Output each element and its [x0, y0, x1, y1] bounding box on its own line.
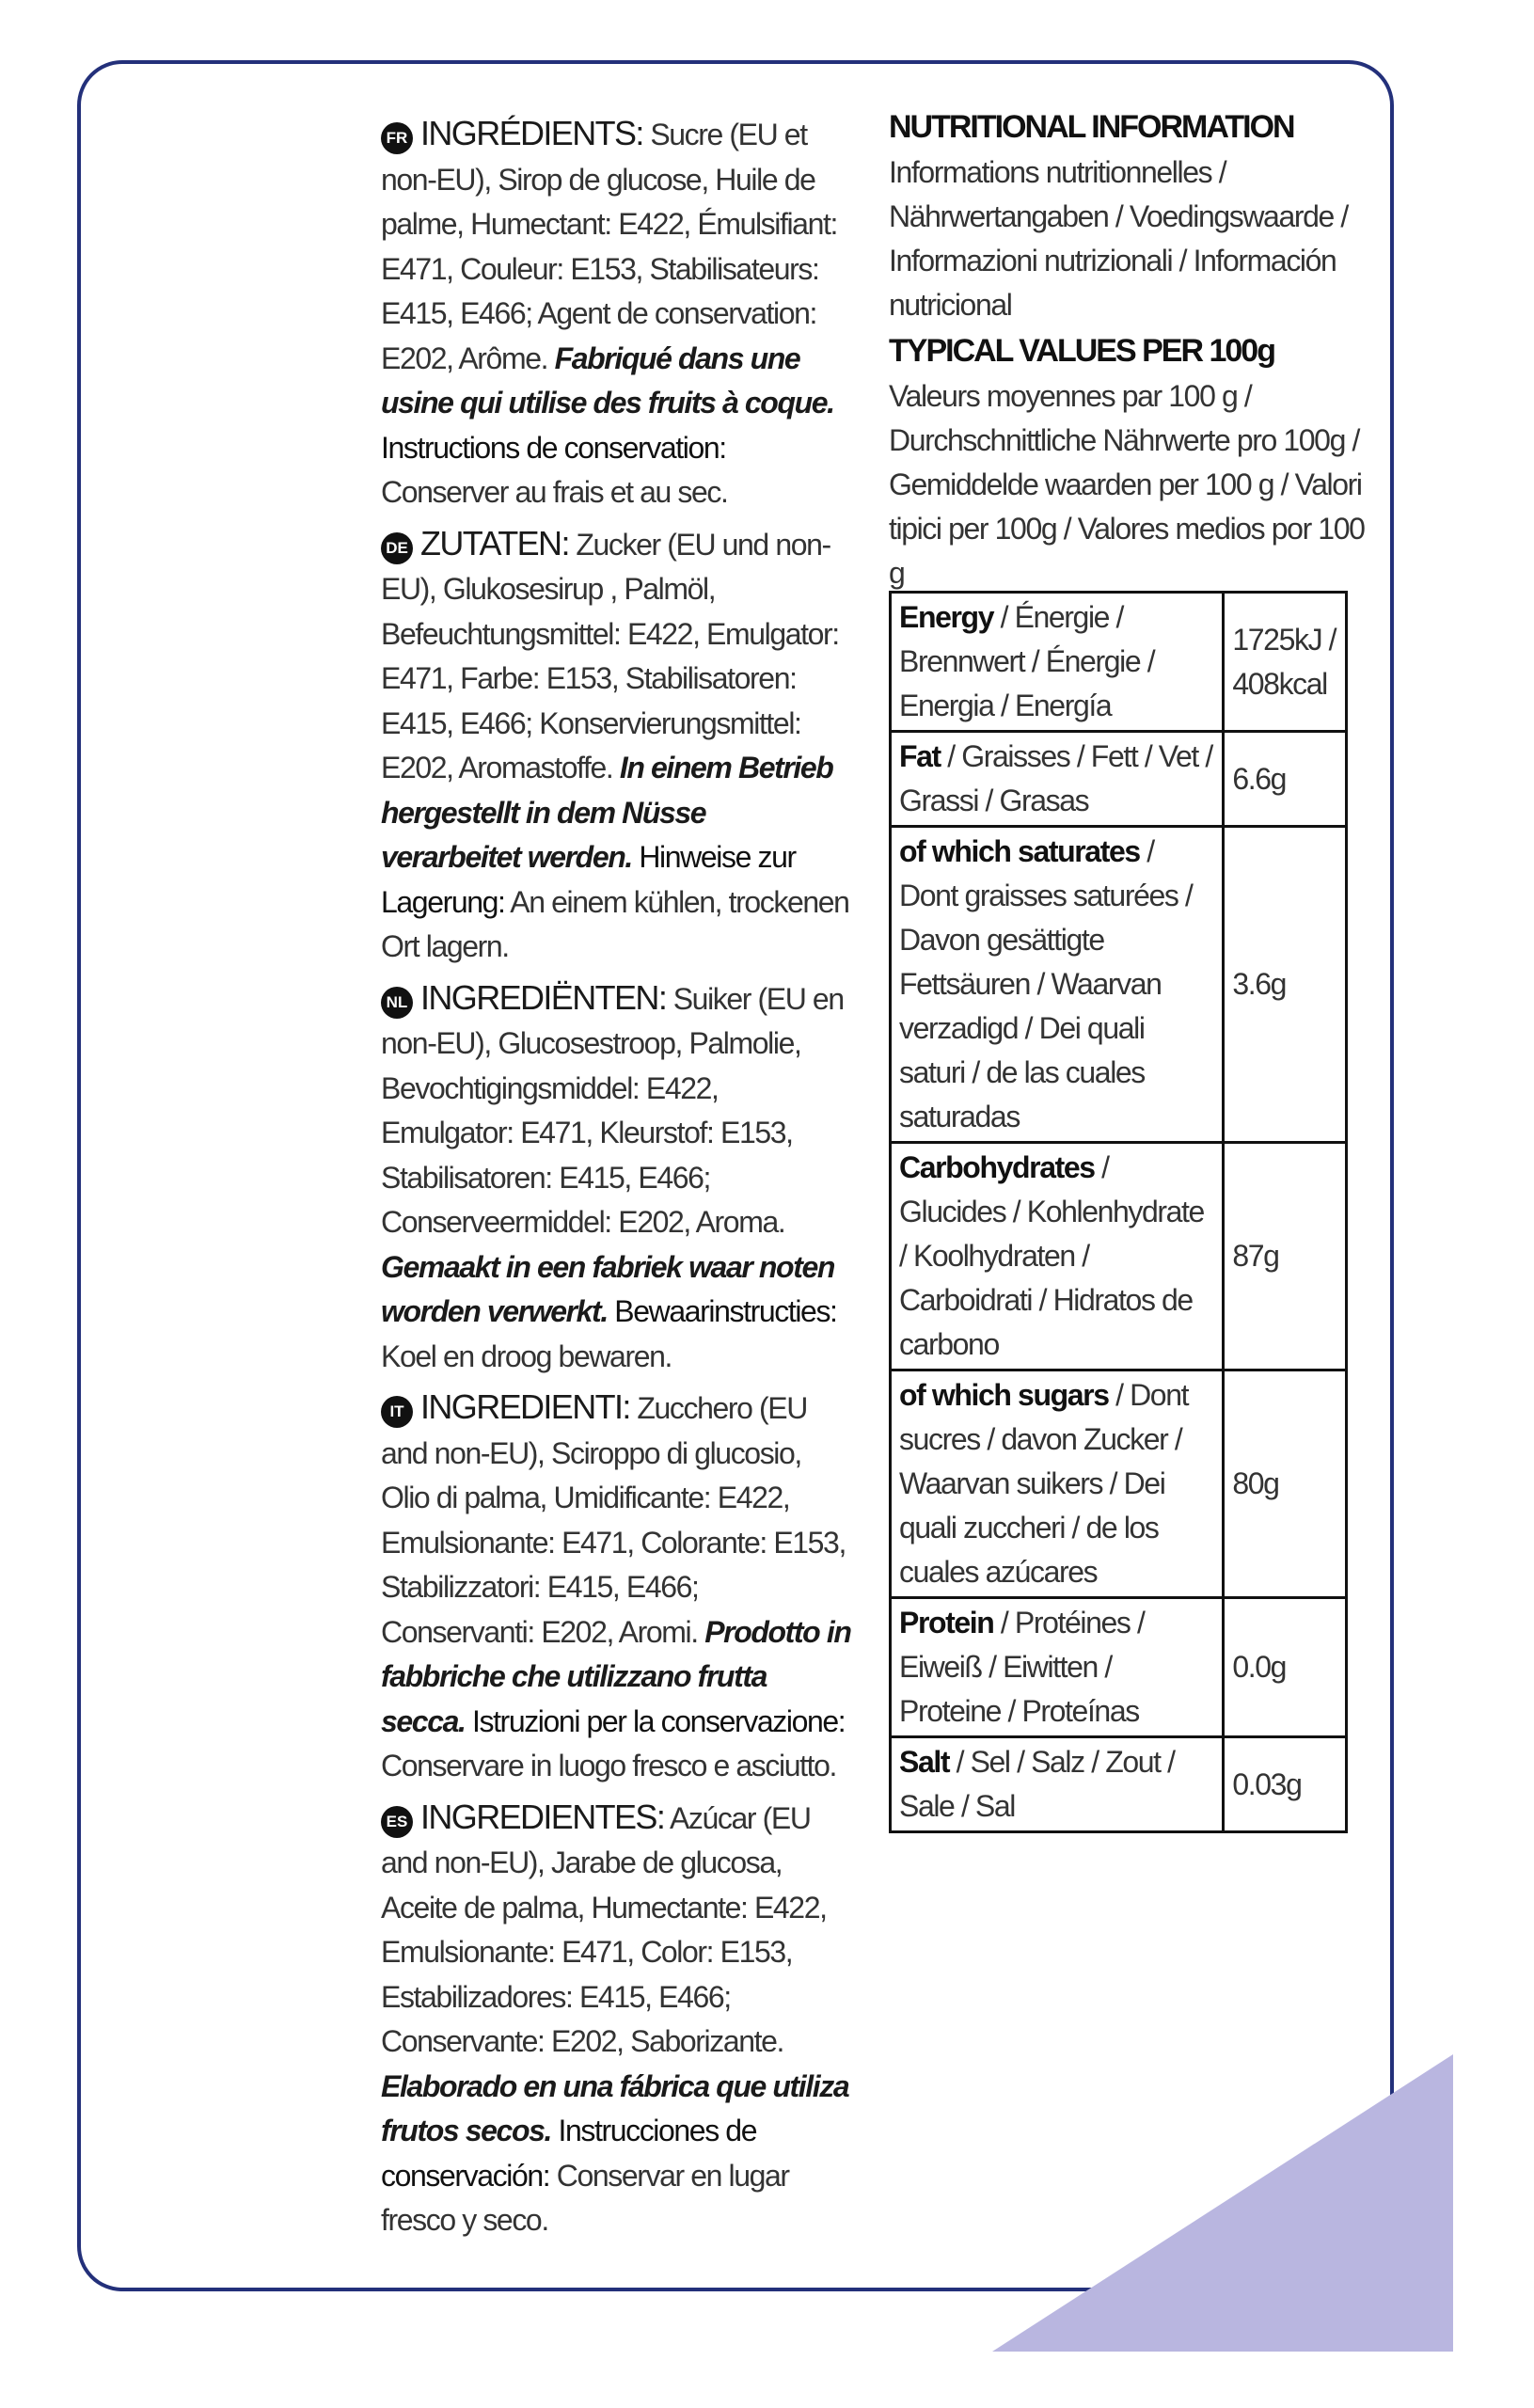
nutrient-translations: / Glucides / Kohlenhydrate / Koolhydraten / Carboidrati / Hidratos de carbono: [899, 1150, 1204, 1361]
storage-label: Instrucciones de conservación:: [381, 2114, 757, 2193]
typical-values-translations: Valeurs moyennes par 100 g / Durchschnittliche Nährwerte pro 100g / Gemiddelde waarden per 100 g / Valori tipici per 100g / Valores medios por 100 g: [889, 379, 1365, 590]
storage-text: Koel en droog bewaren.: [381, 1339, 672, 1373]
ingredients-text: Zucker (EU und non-EU), Glukosesirup , Palmöl, Befeuchtungsmittel: E422, Emulgator: E471, Farbe: E153, Stabilisatoren: E415, E466; Konservierungsmittel: E202, Aromastoffe.: [381, 527, 839, 784]
storage-label: Bewaarinstructies:: [607, 1294, 837, 1328]
language-badge-nl: NL: [381, 987, 413, 1019]
nutrient-name: Fat: [899, 739, 941, 773]
nutrient-name: of which saturates: [899, 834, 1140, 868]
table-row: [891, 1143, 1347, 1370]
ingredients-heading: INGREDIENTES:: [420, 1797, 665, 1836]
table-row: [891, 1370, 1347, 1598]
language-badge-es: ES: [381, 1806, 413, 1838]
ingredients-es: [381, 1795, 851, 2243]
nutrient-name: Carbohydrates: [899, 1150, 1095, 1184]
nutrient-translations: / Dont sucres / davon Zucker / Waarvan suikers / Dei quali zuccheri / de los cuales azúcares: [899, 1378, 1189, 1589]
nutrient-value: 80g: [1224, 1370, 1347, 1598]
table-row: [891, 1737, 1347, 1832]
ingredients-heading: ZUTATEN:: [420, 523, 569, 562]
ingredients-text: Azúcar (EU and non-EU), Jarabe de glucosa, Aceite de palma, Humectante: E422, Emulsionante: E471, Color: E153, Estabilizadores: E415, E466; Conservante: E202, Saborizante.: [381, 1800, 827, 2058]
table-row: [891, 593, 1347, 732]
storage-text: An einem kühlen, trockenen Ort lagern.: [381, 884, 849, 963]
table-row: [891, 827, 1347, 1143]
storage-text: Conservar en lugar fresco y seco.: [381, 2158, 789, 2237]
nutrient-translations: / Sel / Salz / Zout / Sale / Sal: [899, 1745, 1175, 1823]
allergen-warning: Elaborado en una fábrica que utiliza frutos secos.: [381, 2068, 849, 2147]
table-row: [891, 1598, 1347, 1737]
ingredients-heading: INGREDIËNTEN:: [420, 977, 667, 1017]
nutrient-value: 6.6g: [1224, 732, 1347, 827]
nutrient-value: 87g: [1224, 1143, 1347, 1370]
ingredients-text: Suiker (EU en non-EU), Glucosestroop, Palmolie, Bevochtigingsmiddel: E422, Emulgator: E471, Kleurstof: E153, Stabilisatoren: E415, E466; Conserveermiddel: E202, Aroma.: [381, 981, 844, 1239]
allergen-warning: In einem Betrieb hergestellt in dem Nüsse verarbeitet werden.: [381, 751, 833, 874]
ingredients-nl: [381, 975, 851, 1380]
nutrient-value: 3.6g: [1224, 827, 1347, 1143]
ingredients-heading: INGRÉDIENTS:: [420, 114, 643, 152]
nutrient-value: 0.0g: [1224, 1598, 1347, 1737]
nutrient-name: of which sugars: [899, 1378, 1109, 1412]
ingredients-text: Zucchero (EU and non-EU), Sciroppo di glucosio, Olio di palma, Umidificante: E422, Emulsionante: E471, Colorante: E153, Stabilizzatori: E415, E466; Conservanti: E202, Aromi.: [381, 1391, 846, 1649]
allergen-warning: Gemaakt in een fabriek waar noten worden verwerkt.: [381, 1249, 834, 1328]
nutrient-translations: / Protéines / Eiweiß / Eiwitten / Proteine / Proteínas: [899, 1606, 1145, 1728]
language-badge-fr: FR: [381, 122, 413, 154]
nutrient-value: 0.03g: [1224, 1737, 1347, 1832]
storage-label: Istruzioni per la conservazione:: [465, 1703, 846, 1738]
storage-text: Conserver au frais et au sec.: [381, 475, 728, 509]
ingredients-column: [381, 111, 851, 2249]
nutrient-value: 1725kJ / 408kcal: [1224, 593, 1347, 732]
storage-text: Conservare in luogo fresco e asciutto.: [381, 1749, 836, 1782]
ingredients-de: [381, 521, 851, 970]
language-badge-de: DE: [381, 532, 413, 564]
storage-label: Instructions de conservation:: [381, 430, 726, 465]
nutrient-translations: / Graisses / Fett / Vet / Grassi / Grasas: [899, 739, 1212, 817]
ingredients-fr: [381, 111, 851, 515]
allergen-warning: Prodotto in fabbriche che utilizzano frutta secca.: [381, 1614, 851, 1738]
ingredients-it: [381, 1385, 851, 1789]
ingredients-heading: INGREDIENTI:: [420, 1387, 630, 1426]
nutrition-title-translations: Informations nutritionnelles / Nährwertangaben / Voedingswaarde / Informazioni nutrizionali / Información nutricional: [889, 155, 1348, 322]
typical-values-title: TYPICAL VALUES PER 100g: [889, 333, 1274, 369]
nutrient-name: Energy: [899, 600, 994, 634]
nutrition-title: NUTRITIONAL INFORMATION: [889, 109, 1294, 145]
allergen-warning: Fabriqué dans une usine qui utilise des fruits à coque.: [381, 341, 834, 420]
nutrition-header: [889, 103, 1378, 595]
nutrient-translations: / Énergie / Brennwert / Énergie / Energia / Energía: [899, 600, 1155, 722]
nutrient-name: Salt: [899, 1745, 950, 1779]
nutrition-table: [889, 591, 1348, 1833]
nutrient-name: Protein: [899, 1606, 994, 1640]
language-badge-it: IT: [381, 1396, 413, 1428]
nutrient-translations: / Dont graisses saturées / Davon gesättigte Fettsäuren / Waarvan verzadigd / Dei quali saturi / de las cuales saturadas: [899, 834, 1193, 1133]
table-row: [891, 732, 1347, 827]
ingredients-text: Sucre (EU et non-EU), Sirop de glucose, Huile de palme, Humectant: E422, Émulsifiant: E471, Couleur: E153, Stabilisateurs: E415, E466; Agent de conservation: E202, Arôme.: [381, 118, 837, 375]
storage-label: Hinweise zur Lagerung:: [381, 840, 796, 919]
